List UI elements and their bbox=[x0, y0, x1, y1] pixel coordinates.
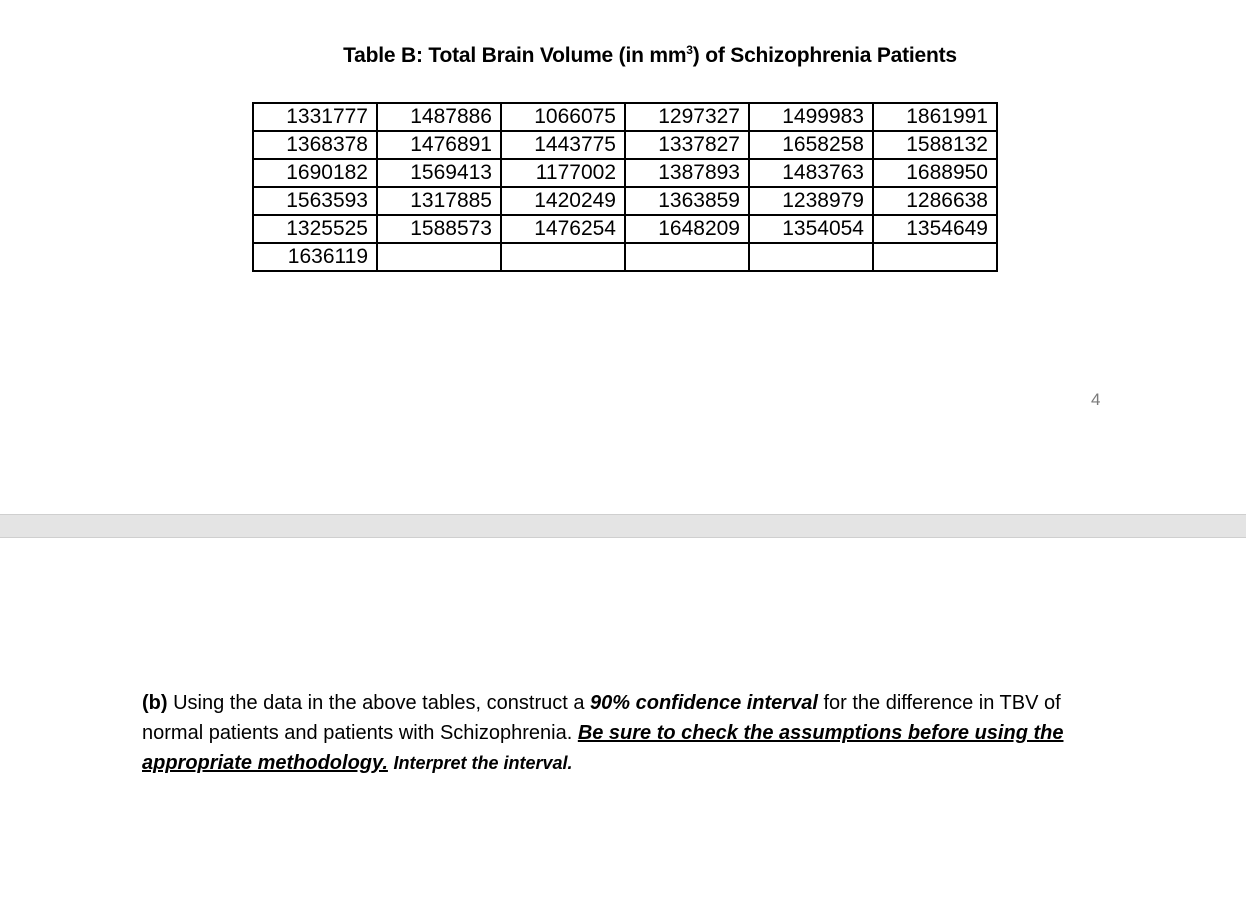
page-break-separator bbox=[0, 514, 1246, 538]
page-number: 4 bbox=[1091, 390, 1101, 409]
table-cell: 1690182 bbox=[253, 159, 377, 187]
table-row bbox=[253, 103, 997, 131]
table-cell: 1387893 bbox=[625, 159, 749, 187]
table-cell: 1499983 bbox=[749, 103, 873, 131]
table-row bbox=[253, 187, 997, 215]
table-cell: 1420249 bbox=[501, 187, 625, 215]
table-cell-empty bbox=[625, 243, 749, 271]
table-cell: 1354054 bbox=[749, 215, 873, 243]
table-row bbox=[253, 215, 997, 243]
table-cell-empty bbox=[749, 243, 873, 271]
question-text-part2: for the difference in TBV of normal patients and patients with Schizophrenia. bbox=[142, 692, 1061, 744]
table-cell: 1354649 bbox=[873, 215, 997, 243]
table-cell: 1476254 bbox=[501, 215, 625, 243]
question-emphasis-interpret: Interpret the interval. bbox=[393, 753, 573, 773]
table-row bbox=[253, 243, 997, 271]
table-cell: 1066075 bbox=[501, 103, 625, 131]
table-cell: 1588132 bbox=[873, 131, 997, 159]
table-cell-empty bbox=[873, 243, 997, 271]
table-cell: 1317885 bbox=[377, 187, 501, 215]
table-cell: 1443775 bbox=[501, 131, 625, 159]
question-emphasis-confidence: 90% confidence interval bbox=[590, 692, 818, 714]
table-row bbox=[253, 159, 997, 187]
table-title-prefix: Table B: Total Brain Volume (in mm bbox=[343, 44, 687, 67]
table-cell: 1861991 bbox=[873, 103, 997, 131]
table-cell: 1297327 bbox=[625, 103, 749, 131]
table-cell: 1337827 bbox=[625, 131, 749, 159]
table-cell: 1483763 bbox=[749, 159, 873, 187]
table-cell: 1688950 bbox=[873, 159, 997, 187]
table-cell: 1238979 bbox=[749, 187, 873, 215]
table-cell: 1286638 bbox=[873, 187, 997, 215]
table-cell: 1177002 bbox=[501, 159, 625, 187]
question-underlined-instruction: Be sure to check the assumptions before using the appropriate methodology. bbox=[142, 722, 1064, 774]
table-cell: 1368378 bbox=[253, 131, 377, 159]
table-cell: 1476891 bbox=[377, 131, 501, 159]
table-cell-empty bbox=[377, 243, 501, 271]
table-cell: 1563593 bbox=[253, 187, 377, 215]
table-title-superscript: 3 bbox=[686, 43, 693, 57]
table-cell: 1363859 bbox=[625, 187, 749, 215]
question-b bbox=[142, 688, 1102, 778]
table-cell: 1636119 bbox=[253, 243, 377, 271]
table-cell: 1658258 bbox=[749, 131, 873, 159]
table-cell-empty bbox=[501, 243, 625, 271]
table-cell: 1569413 bbox=[377, 159, 501, 187]
table-title bbox=[0, 44, 1246, 68]
table-title-suffix: ) of Schizophrenia Patients bbox=[692, 44, 957, 67]
table-cell: 1487886 bbox=[377, 103, 501, 131]
table-row bbox=[253, 131, 997, 159]
table-cell: 1331777 bbox=[253, 103, 377, 131]
question-text-part1: Using the data in the above tables, construct a bbox=[167, 692, 591, 714]
table-cell: 1588573 bbox=[377, 215, 501, 243]
table-cell: 1325525 bbox=[253, 215, 377, 243]
brain-volume-table bbox=[252, 102, 998, 272]
table-cell: 1648209 bbox=[625, 215, 749, 243]
question-label: (b) bbox=[142, 692, 168, 714]
